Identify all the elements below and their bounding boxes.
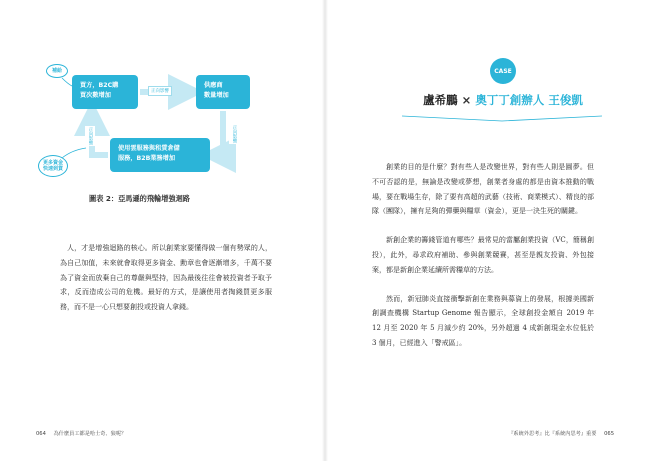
cloud-box-line-1: 使用雲服務與租賃倉儲 <box>118 145 180 152</box>
bubble-finance <box>38 155 68 177</box>
right-body-text <box>372 160 594 365</box>
suppliers-box-line-2: 數量增加 <box>204 92 229 99</box>
flywheel-diagram <box>0 0 324 200</box>
footer-right <box>508 430 614 437</box>
running-title-right: 『系統外思考』比『系統內思考』重要 <box>508 431 597 437</box>
edge-label-left: 正向影響 <box>85 126 95 146</box>
bubble-topup: 補給 <box>46 64 68 78</box>
case-title <box>380 92 626 108</box>
footer-left <box>36 430 126 437</box>
left-body-text <box>60 241 272 315</box>
edge-label-top: 正向影響 <box>148 86 172 96</box>
page-number-right: 065 <box>604 431 614 437</box>
buyers-box <box>72 75 138 109</box>
cloud-services-box <box>110 138 210 172</box>
decorative-zigzag-divider <box>402 113 602 123</box>
case-times-sign: × <box>461 93 472 107</box>
bubble-finance-text <box>43 160 63 172</box>
suppliers-box-line-1: 供應商 <box>204 82 223 89</box>
right-paragraph-2: 新創企業的籌錢管道有哪些？最常見的當屬創業投資（VC，簡稱創投），此外，尋求政府補助、參與創業競賽，甚至是親友投資、外包接案，都是新創企業延續所需糧草的方法。 <box>372 236 594 274</box>
arrow-suppliers-to-cloud <box>218 111 223 155</box>
case-person: 盧希鵬 <box>423 93 458 107</box>
right-paragraph-3: 然而，新冠肺炎直接衝擊新創在業務與募資上的發展，根據美國新創調查機構 Startup Genome 報告顯示，全球創投金額自 2019 年 12 月至 2020 年 5 月減少約 20%，另外超過 4 成新創現金水位低於 3 個月，已經進入「警戒區」。 <box>372 294 594 347</box>
case-badge: CASE <box>490 58 516 84</box>
figure-caption: 圖表 2：亞馬遜的飛輪增強迴路 <box>89 194 190 203</box>
running-title-left: 為什麼員工都是哈士奇、狼呢？ <box>53 431 127 437</box>
right-paragraph-1: 創業的目的是什麼？對有些人是改變世界，對有些人則是圓夢。但不可否認的是，無論是改變或夢想，創業者身處的都是由資本推動的戰場，要在戰場生存，除了要有高超的武藝（技術、商業模式）、精良的部隊（團隊），擁有足夠的彈藥與糧草（資金），更是一決生死的關鍵。 <box>372 163 594 216</box>
edge-label-right: 正向影響 <box>229 124 239 144</box>
suppliers-box <box>196 75 250 109</box>
bubble-topup-connector <box>62 78 72 86</box>
case-company: 奧丁丁創辦人 王俊凱 <box>475 93 583 107</box>
buyers-box-line-1: 買方，B2C購 <box>80 82 119 89</box>
page-number-left: 064 <box>36 431 46 437</box>
left-paragraph: 人，才是增強迴路的核心。所以創業家要懂得做一個有勢眾的人，為自己加值，未來就會取得更多資金、勳章也會逐漸增多，千萬不要為了資金而放棄自己的尊嚴與堅持，因為最後往往會被投資者予取予求，反而造成公司的危機。最好的方式，是讓使用者掏錢買更多服務，而不是一心只想要創投或投資人拿錢。 <box>60 244 272 312</box>
bubble-finance-line-1: 更多資金 <box>42 160 63 166</box>
bubble-finance-connector <box>62 148 86 158</box>
cloud-box-line-2: 服務，B2B業務增加 <box>118 155 176 162</box>
buyers-box-line-2: 買次數增加 <box>80 92 111 99</box>
bubble-finance-line-2: 快速到貨 <box>42 166 63 172</box>
